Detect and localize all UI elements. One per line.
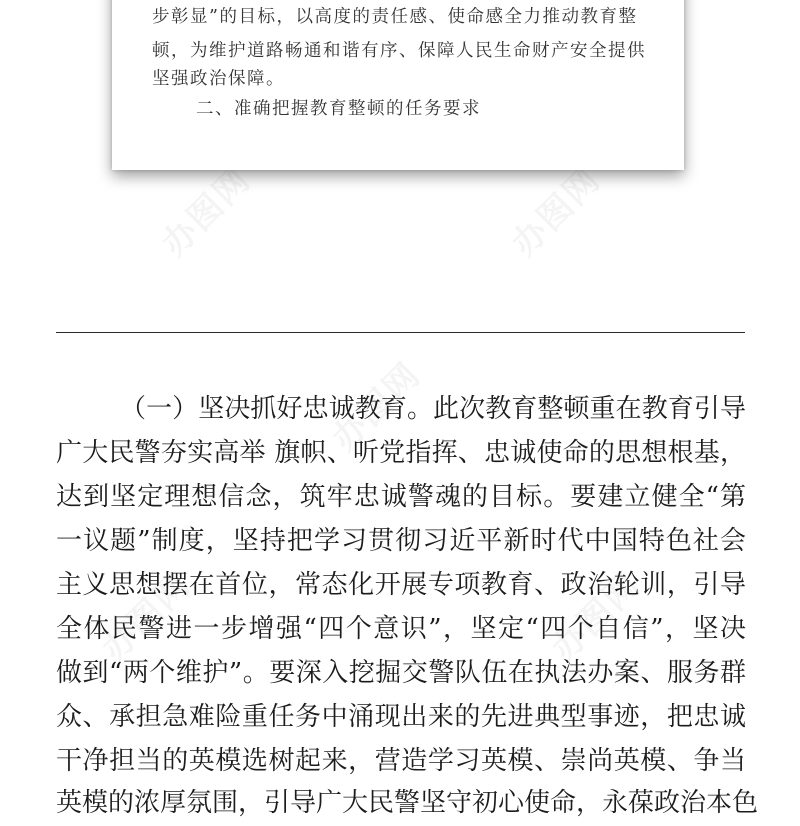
body-text-line: 众、承担急难险重任务中涌现出来的先进典型事迹，把忠诚	[56, 702, 746, 732]
body-text-line: 一议题”制度，坚持把学习贯彻习近平新时代中国特色社会	[56, 526, 746, 556]
body-text-line: 主义思想摆在首位，常态化开展专项教育、政治轮训，引导	[56, 570, 746, 600]
body-text-line: 干净担当的英模选树起来，营造学习英模、崇尚英模、争当	[56, 746, 746, 776]
watermark-text: 办图网	[324, 354, 429, 460]
body-text-line: （一）坚决抓好忠诚教育。此次教育整顿重在教育引导	[120, 394, 746, 424]
card-text-line: 步彰显”的目标，以高度的责任感、使命感全力推动教育整	[152, 7, 638, 27]
divider-line	[56, 332, 745, 333]
card-section-heading: 二、准确把握教育整顿的任务要求	[196, 99, 481, 119]
card-text-line: 坚强政治保障。	[152, 69, 285, 89]
watermark-text: 办图网	[544, 564, 649, 670]
body-text-line: 做到“两个维护”。要深入挖掘交警队伍在执法办案、服务群	[56, 658, 746, 688]
document-preview-card	[112, 0, 684, 170]
body-text-line: 广大民警夯实高举 旗帜、听党指挥、忠诚使命的思想根基，	[56, 438, 746, 468]
watermark-text: 办图网	[504, 159, 609, 265]
watermark-text: 办图网	[154, 159, 259, 265]
body-text-line: 全体民警进一步增强“四个意识”，坚定“四个自信”，坚决	[56, 614, 746, 644]
card-text-line: 顿，为维护道路畅通和谐有序、保障人民生命财产安全提供	[152, 41, 646, 61]
watermark-text: 办图网	[94, 564, 199, 670]
body-text-line: 达到坚定理想信念，筑牢忠诚警魂的目标。要建立健全“第	[56, 482, 746, 512]
body-text-line: 英模的浓厚氛围，引导广大民警坚守初心使命，永葆政治本色	[56, 788, 759, 818]
